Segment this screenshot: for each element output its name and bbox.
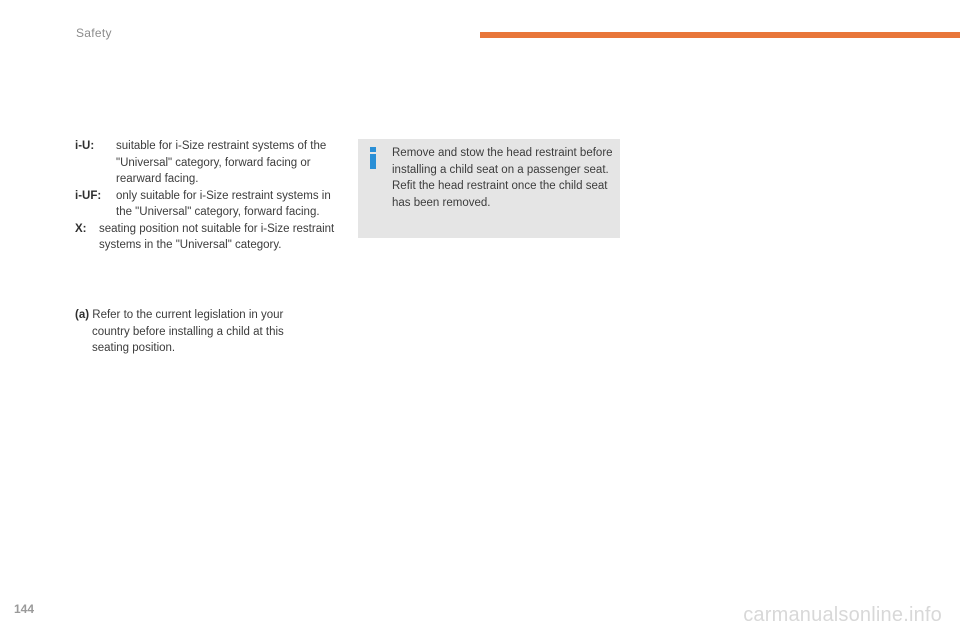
info-box <box>358 139 620 238</box>
definition-text: seating position not suitable for i-Size restraint systems in the "Universal" category. <box>99 222 335 251</box>
info-text-line: Refit the head restraint once the child seat has been removed. <box>392 180 608 209</box>
definition-text: only suitable for i-Size restraint systems in the "Universal" category, forward facing. <box>116 189 331 218</box>
section-title: Safety <box>76 26 112 40</box>
header-accent-bar <box>480 32 960 38</box>
page-number: 144 <box>14 602 35 616</box>
definition-term: i-U: <box>75 140 95 152</box>
definition-iuf <box>75 188 345 221</box>
definition-text: suitable for i-Size restraint systems of the "Universal" category, forward facing or rearward facing. <box>116 140 327 185</box>
definition-term: X: <box>75 222 87 235</box>
definition-x <box>75 221 345 254</box>
info-icon <box>367 147 379 169</box>
info-text-line: Remove and stow the head restraint before installing a child seat on a passenger seat. <box>392 147 613 176</box>
footnote-body <box>75 307 310 357</box>
definition-iu <box>75 138 345 188</box>
watermark: carmanualsonline.info <box>743 604 942 626</box>
footnote-text: Refer to the current legislation in your country before installing a child at this seating position. <box>92 309 284 354</box>
info-text <box>392 145 614 211</box>
footnote <box>75 307 310 357</box>
footnote-term: (a) <box>75 309 90 321</box>
definitions-list <box>75 138 345 254</box>
definition-term: i-UF: <box>75 189 102 202</box>
